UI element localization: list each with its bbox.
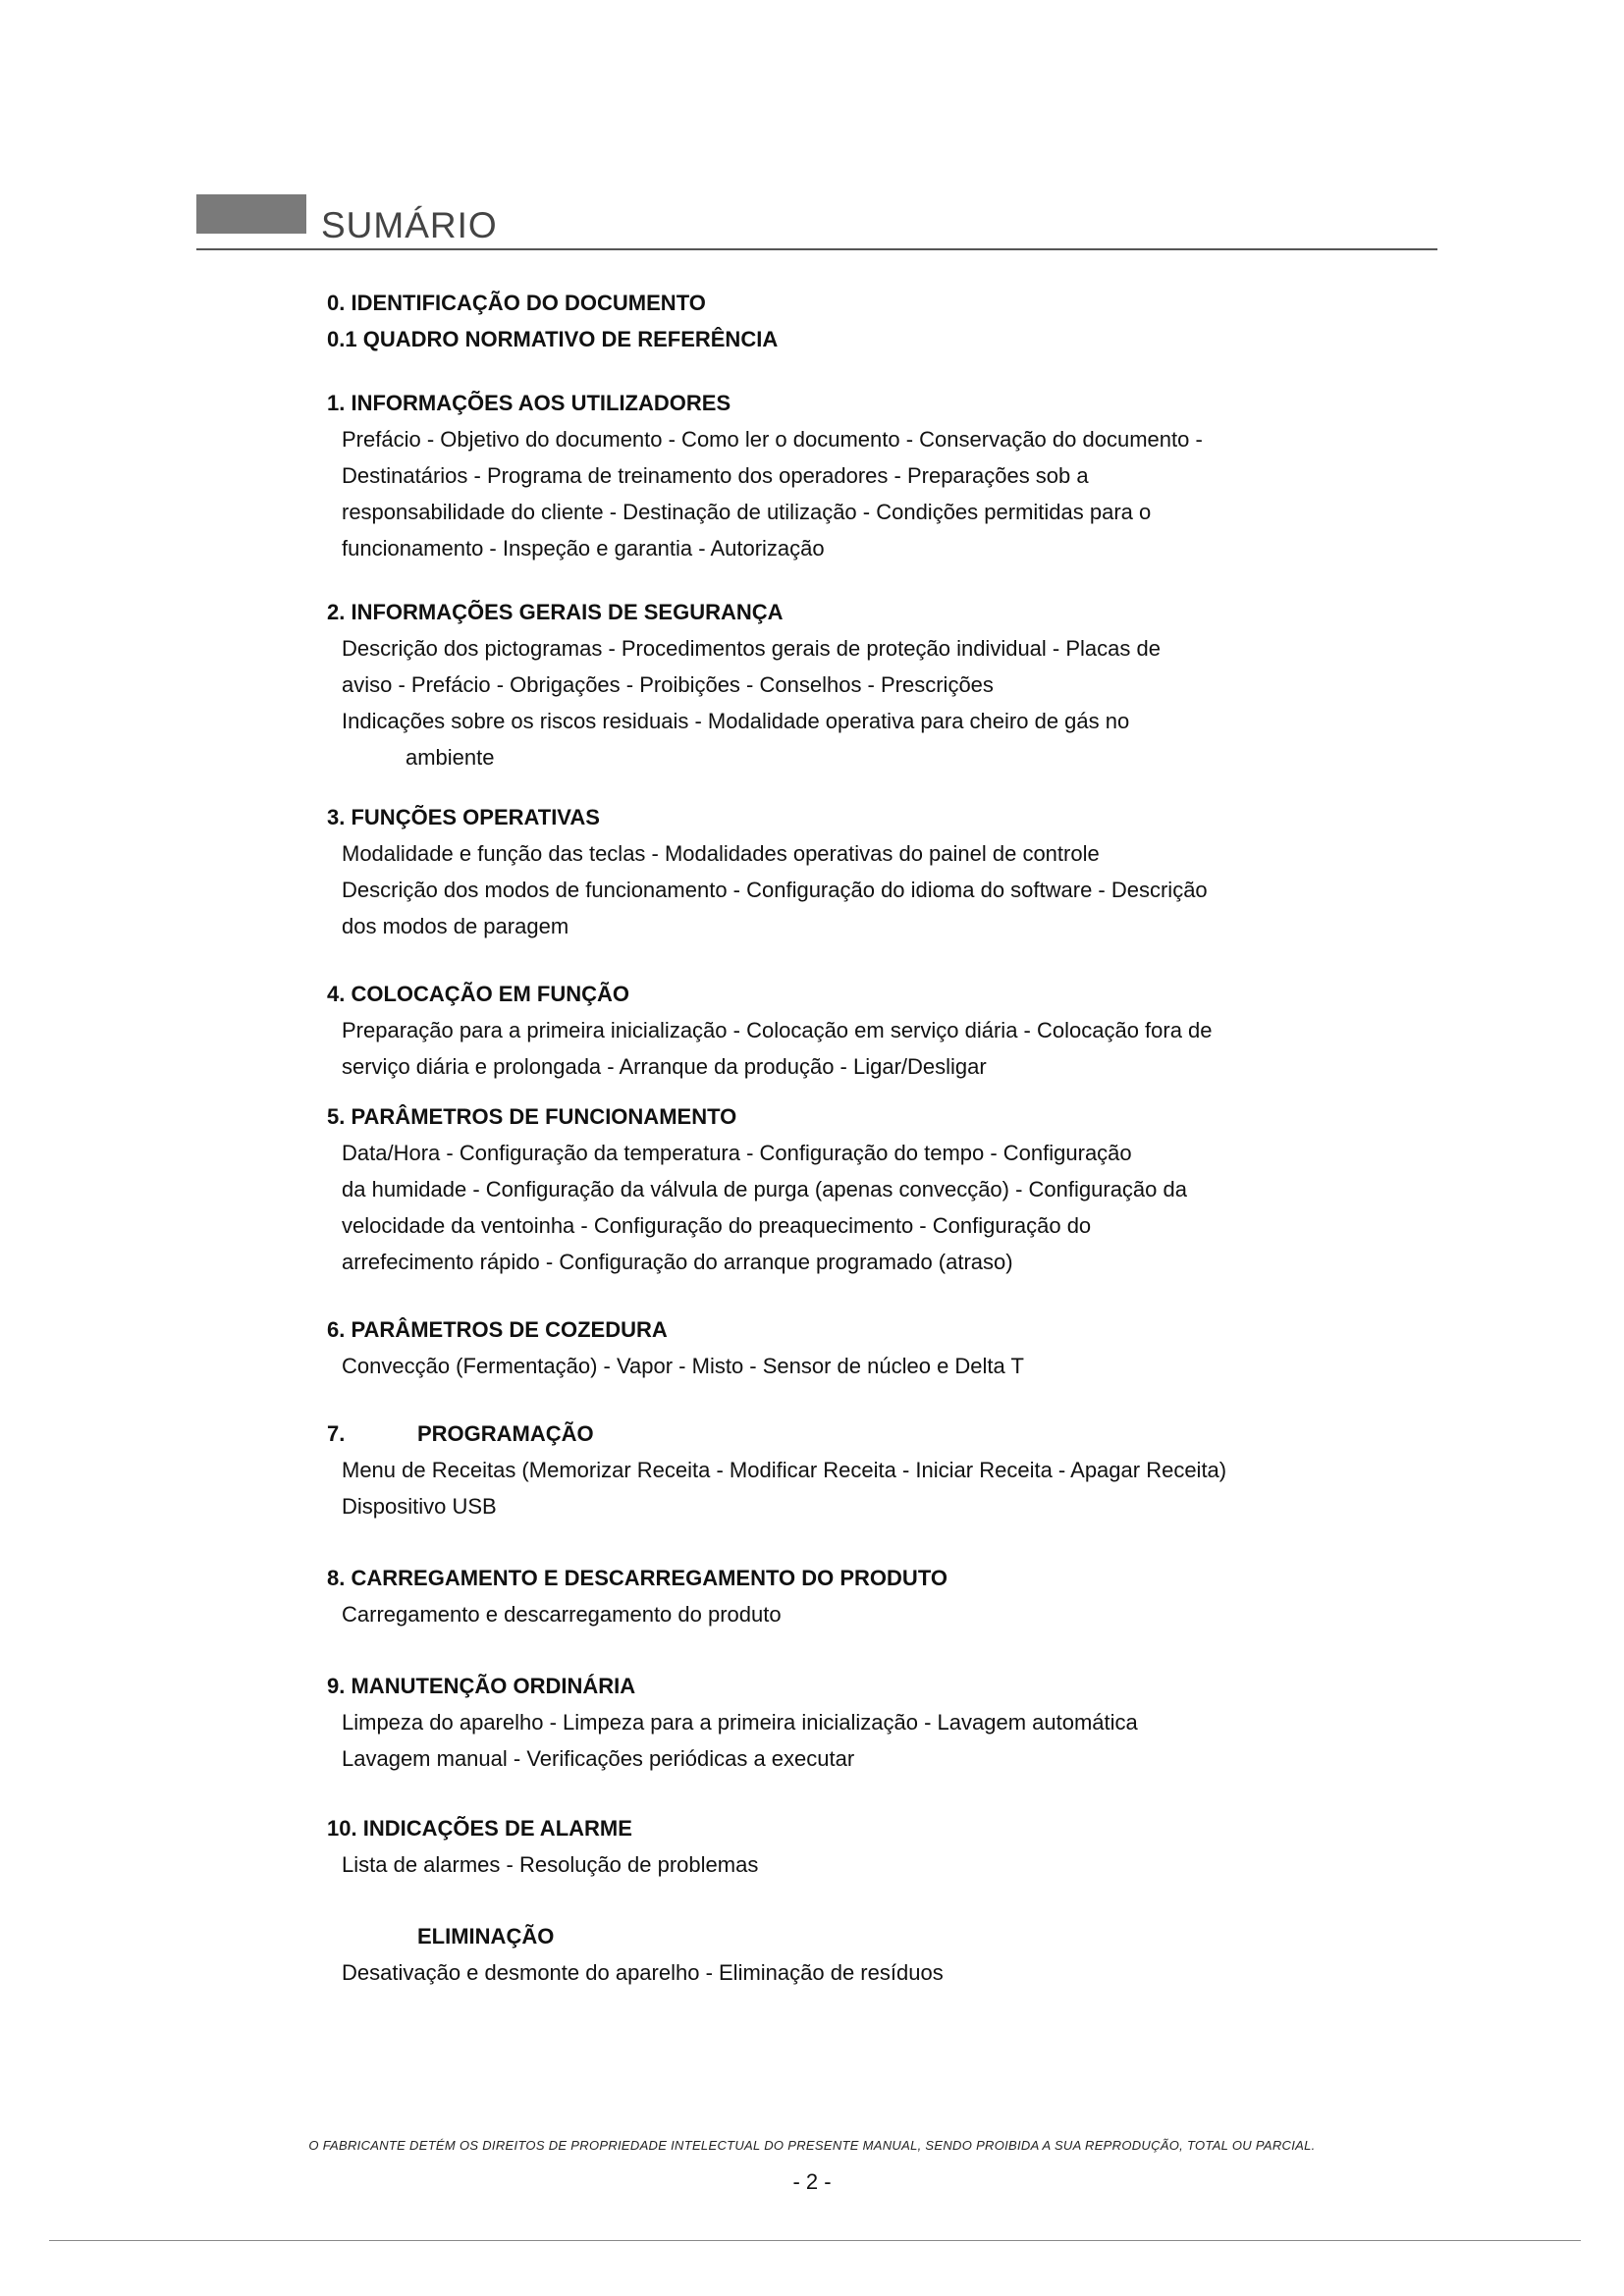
toc-line: Descrição dos pictogramas - Procedimentos gerais de proteção individual - Placas de	[342, 636, 1161, 661]
toc-section-body	[327, 1012, 1417, 1085]
toc-line: Dispositivo USB	[342, 1494, 497, 1519]
toc-section-number: 3.	[327, 805, 346, 829]
toc-section-label: CARREGAMENTO E DESCARREGAMENTO DO PRODUTO	[351, 1566, 947, 1590]
toc-section-number: 10.	[327, 1816, 357, 1841]
bottom-divider	[49, 2240, 1581, 2241]
toc-section-label: COLOCAÇÃO EM FUNÇÃO	[351, 982, 630, 1006]
toc-section-number: 7.	[327, 1421, 346, 1446]
toc-section-number: 4.	[327, 982, 346, 1006]
toc-section-label: INDICAÇÕES DE ALARME	[362, 1816, 632, 1841]
toc-section-title	[327, 799, 1417, 835]
toc-line: Preparação para a primeira inicialização - Colocação em serviço diária - Colocação fora de	[342, 1018, 1213, 1042]
toc-section-body	[327, 1954, 1417, 1991]
toc-section-number: 1.	[327, 391, 346, 415]
toc-section-3	[327, 799, 1417, 944]
toc-section-label: QUADRO NORMATIVO DE REFERÊNCIA	[362, 327, 779, 351]
toc-line: funcionamento - Inspeção e garantia - Autorização	[342, 536, 825, 561]
header-block	[196, 194, 306, 234]
toc-line: Desativação e desmonte do aparelho - Eliminação de resíduos	[342, 1960, 944, 1985]
toc-section-label: MANUTENÇÃO ORDINÁRIA	[351, 1674, 636, 1698]
toc-section-number: 6.	[327, 1317, 346, 1342]
toc-section-label: PARÂMETROS DE FUNCIONAMENTO	[351, 1104, 737, 1129]
copyright-notice: O FABRICANTE DETÉM OS DIREITOS DE PROPRIEDADE INTELECTUAL DO PRESENTE MANUAL, SENDO PROIBIDA A SUA REPRODUÇÃO, TOTAL OU PARCIAL.	[308, 2138, 1316, 2153]
toc-line: dos modos de paragem	[342, 914, 569, 938]
toc-line: da humidade - Configuração da válvula de purga (apenas convecção) - Configuração da	[342, 1177, 1187, 1201]
toc-section-4	[327, 976, 1417, 1085]
toc-section-body	[327, 421, 1417, 566]
toc-section-title	[327, 1311, 1417, 1348]
toc-line: Carregamento e descarregamento do produto	[342, 1602, 782, 1627]
toc-section-body	[327, 1348, 1417, 1384]
toc-section-6	[327, 1311, 1417, 1384]
toc-line: Limpeza do aparelho - Limpeza para a primeira inicialização - Lavagem automática	[342, 1710, 1138, 1735]
toc-section-number: 2.	[327, 600, 346, 624]
toc-line: Lista de alarmes - Resolução de problemas	[342, 1852, 759, 1877]
toc-line: Modalidade e função das teclas - Modalidades operativas do painel de controle	[342, 841, 1100, 866]
toc-section-title	[327, 594, 1417, 630]
toc-section-body	[327, 1596, 1417, 1632]
toc-line: velocidade da ventoinha - Configuração do preaquecimento - Configuração do	[342, 1213, 1092, 1238]
toc-section-label: ELIMINAÇÃO	[417, 1924, 555, 1949]
toc-section-title	[327, 1560, 1417, 1596]
toc-line: arrefecimento rápido - Configuração do arranque programado (atraso)	[342, 1250, 1013, 1274]
toc-section-label: PROGRAMAÇÃO	[417, 1421, 594, 1446]
toc-section-title	[327, 1810, 1417, 1846]
toc-section-title	[327, 1098, 1417, 1135]
toc-line: Indicações sobre os riscos residuais - Modalidade operativa para cheiro de gás no	[342, 709, 1130, 733]
toc-section-body	[327, 1452, 1417, 1524]
toc-section-title	[327, 385, 1417, 421]
toc-section-label: PARÂMETROS DE COZEDURA	[351, 1317, 668, 1342]
toc-section-title	[327, 1415, 1417, 1452]
toc-line: Destinatários - Programa de treinamento dos operadores - Preparações sob a	[342, 463, 1089, 488]
toc-line: Menu de Receitas (Memorizar Receita - Modificar Receita - Iniciar Receita - Apagar Receita)	[342, 1458, 1227, 1482]
page-title: SUMÁRIO	[321, 205, 498, 245]
toc-section-number: 9.	[327, 1674, 346, 1698]
toc-line: serviço diária e prolongada - Arranque da produção - Ligar/Desligar	[342, 1054, 987, 1079]
toc-section-body	[327, 1704, 1417, 1777]
toc-section-title	[327, 1668, 1417, 1704]
toc-section-body	[327, 630, 1417, 775]
toc-line: aviso - Prefácio - Obrigações - Proibições - Conselhos - Prescrições	[342, 672, 994, 697]
toc-section-title	[327, 285, 1417, 321]
toc-section-2	[327, 594, 1417, 775]
toc-line: Convecção (Fermentação) - Vapor - Misto - Sensor de núcleo e Delta T	[342, 1354, 1024, 1378]
toc-section-number: 8.	[327, 1566, 346, 1590]
toc-line: Lavagem manual - Verificações periódicas a executar	[342, 1746, 855, 1771]
toc-section-number: 0.1	[327, 327, 357, 351]
toc-section-10	[327, 1810, 1417, 1883]
toc-section-body	[327, 835, 1417, 944]
toc-line: Prefácio - Objetivo do documento - Como ler o documento - Conservação do documento -	[342, 427, 1203, 452]
table-of-contents	[327, 285, 1417, 1991]
toc-section-body	[327, 1135, 1417, 1280]
toc-section-label: FUNÇÕES OPERATIVAS	[351, 805, 600, 829]
toc-section-number: 5.	[327, 1104, 346, 1129]
toc-section-7	[327, 1415, 1417, 1524]
toc-section-elimination	[327, 1918, 1417, 1991]
page-number: - 2 -	[792, 2169, 832, 2194]
toc-section-title	[327, 1918, 1417, 1954]
toc-section-1	[327, 385, 1417, 566]
toc-section-5	[327, 1098, 1417, 1280]
toc-section-label: INFORMAÇÕES GERAIS DE SEGURANÇA	[351, 600, 784, 624]
toc-section-title	[327, 321, 1417, 357]
toc-line: ambiente	[406, 745, 495, 770]
toc-section-title	[327, 976, 1417, 1012]
toc-section-8	[327, 1560, 1417, 1632]
toc-section-label: INFORMAÇÕES AOS UTILIZADORES	[351, 391, 731, 415]
toc-section-9	[327, 1668, 1417, 1777]
toc-section-0	[327, 285, 1417, 321]
toc-line: Data/Hora - Configuração da temperatura - Configuração do tempo - Configuração	[342, 1141, 1132, 1165]
toc-line: Descrição dos modos de funcionamento - Configuração do idioma do software - Descrição	[342, 878, 1208, 902]
toc-section-label: IDENTIFICAÇÃO DO DOCUMENTO	[351, 291, 706, 315]
toc-section-0-1	[327, 321, 1417, 357]
toc-section-body	[327, 1846, 1417, 1883]
toc-line: responsabilidade do cliente - Destinação de utilização - Condições permitidas para o	[342, 500, 1152, 524]
header-divider	[196, 248, 1437, 250]
toc-section-number: 0.	[327, 291, 346, 315]
